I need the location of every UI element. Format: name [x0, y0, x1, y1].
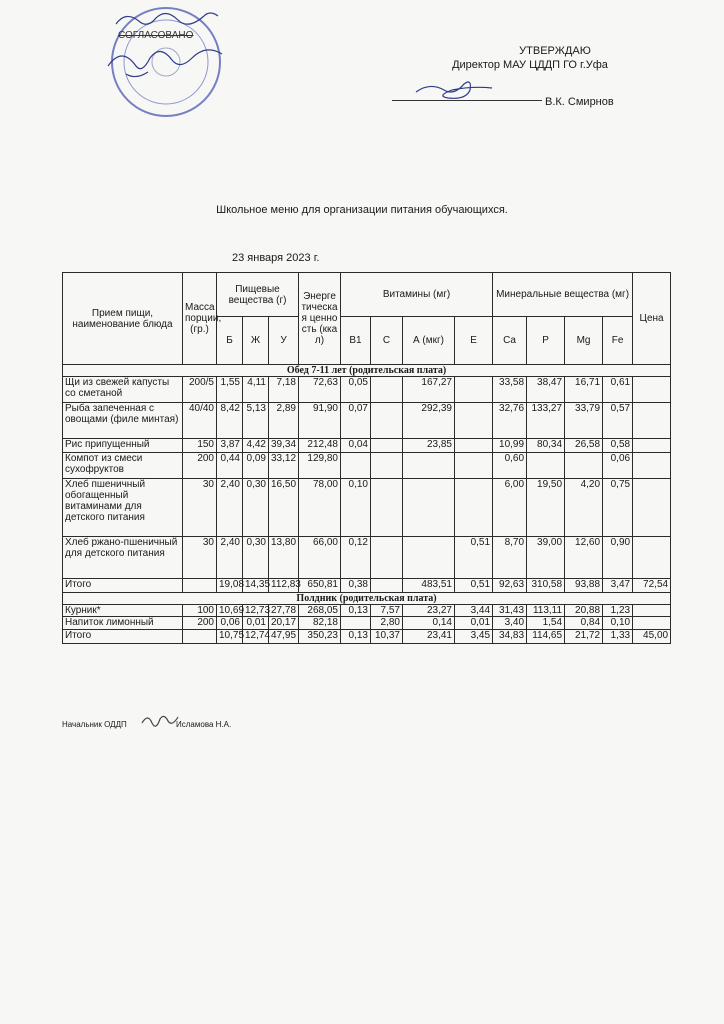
value-cell — [403, 479, 455, 537]
value-cell: 27,78 — [269, 605, 299, 617]
table-row — [63, 605, 671, 617]
header-sub: А (мкг) — [403, 317, 455, 365]
value-cell — [341, 617, 371, 630]
value-cell: 72,54 — [633, 579, 671, 593]
value-cell: 0,14 — [403, 617, 455, 630]
table-row — [63, 453, 671, 479]
value-cell — [455, 403, 493, 439]
value-cell: 0,90 — [603, 537, 633, 579]
header-price: Цена — [633, 273, 671, 365]
header-sub: Mg — [565, 317, 603, 365]
value-cell: 0,30 — [243, 479, 269, 537]
header-sub: Б — [217, 317, 243, 365]
table-row — [63, 439, 671, 453]
value-cell: 47,95 — [269, 630, 299, 644]
value-cell: 167,27 — [403, 377, 455, 403]
value-cell: 6,00 — [493, 479, 527, 537]
value-cell: 350,23 — [299, 630, 341, 644]
document-date: 23 января 2023 г. — [232, 252, 320, 264]
table-row — [63, 617, 671, 630]
dish-name-cell: Щи из свежей капусты со сметаной — [63, 377, 183, 403]
value-cell: 114,65 — [527, 630, 565, 644]
value-cell: 2,89 — [269, 403, 299, 439]
value-cell: 650,81 — [299, 579, 341, 593]
value-cell: 0,38 — [341, 579, 371, 593]
value-cell: 200/5 — [183, 377, 217, 403]
value-cell: 1,55 — [217, 377, 243, 403]
value-cell — [183, 630, 217, 644]
value-cell: 8,70 — [493, 537, 527, 579]
value-cell: 112,83 — [269, 579, 299, 593]
value-cell — [371, 579, 403, 593]
value-cell — [633, 377, 671, 403]
value-cell: 23,41 — [403, 630, 455, 644]
footer-signature — [140, 711, 180, 729]
value-cell: 100 — [183, 605, 217, 617]
value-cell: 80,34 — [527, 439, 565, 453]
value-cell: 21,72 — [565, 630, 603, 644]
value-cell: 1,23 — [603, 605, 633, 617]
value-cell: 4,42 — [243, 439, 269, 453]
table-row — [63, 479, 671, 537]
value-cell — [371, 453, 403, 479]
value-cell: 0,60 — [493, 453, 527, 479]
value-cell: 0,10 — [603, 617, 633, 630]
value-cell: 12,60 — [565, 537, 603, 579]
table-row — [63, 630, 671, 644]
director-signature — [410, 78, 520, 108]
value-cell — [455, 453, 493, 479]
value-cell — [455, 377, 493, 403]
approval-heading: УТВЕРЖДАЮ — [519, 45, 591, 57]
header-energy: Энергетическая ценность (ккал) — [299, 273, 341, 365]
value-cell: 10,75 — [217, 630, 243, 644]
value-cell: 16,50 — [269, 479, 299, 537]
value-cell: 7,18 — [269, 377, 299, 403]
value-cell: 7,57 — [371, 605, 403, 617]
value-cell: 0,13 — [341, 630, 371, 644]
value-cell: 93,88 — [565, 579, 603, 593]
value-cell: 268,05 — [299, 605, 341, 617]
value-cell: 33,79 — [565, 403, 603, 439]
document-title: Школьное меню для организации питания обучающихся. — [216, 204, 508, 216]
value-cell: 30 — [183, 479, 217, 537]
value-cell — [371, 403, 403, 439]
value-cell: 200 — [183, 453, 217, 479]
value-cell: 82,18 — [299, 617, 341, 630]
value-cell: 483,51 — [403, 579, 455, 593]
header-mass: Масса порции, (гр.) — [183, 273, 217, 365]
value-cell: 129,80 — [299, 453, 341, 479]
value-cell: 34,83 — [493, 630, 527, 644]
value-cell: 19,08 — [217, 579, 243, 593]
value-cell: 0,61 — [603, 377, 633, 403]
value-cell: 12,73 — [243, 605, 269, 617]
section-title: Полдник (родительская плата) — [63, 593, 671, 605]
value-cell: 3,40 — [493, 617, 527, 630]
value-cell: 1,33 — [603, 630, 633, 644]
value-cell: 23,85 — [403, 439, 455, 453]
value-cell: 200 — [183, 617, 217, 630]
value-cell: 10,69 — [217, 605, 243, 617]
approval-position: Директор МАУ ЦДДП ГО г.Уфа — [452, 59, 608, 71]
value-cell: 2,40 — [217, 537, 243, 579]
value-cell — [341, 453, 371, 479]
value-cell: 3,47 — [603, 579, 633, 593]
value-cell: 0,51 — [455, 579, 493, 593]
value-cell — [633, 403, 671, 439]
value-cell: 92,63 — [493, 579, 527, 593]
header-minerals: Минеральные вещества (мг) — [493, 273, 633, 317]
dish-name-cell: Итого — [63, 630, 183, 644]
value-cell: 0,84 — [565, 617, 603, 630]
value-cell: 113,11 — [527, 605, 565, 617]
menu-table-body — [63, 365, 671, 644]
header-sub: B1 — [341, 317, 371, 365]
value-cell: 0,06 — [603, 453, 633, 479]
value-cell: 13,80 — [269, 537, 299, 579]
value-cell — [403, 537, 455, 579]
value-cell: 8,42 — [217, 403, 243, 439]
value-cell: 14,35 — [243, 579, 269, 593]
value-cell: 20,17 — [269, 617, 299, 630]
header-sub: С — [371, 317, 403, 365]
value-cell: 91,90 — [299, 403, 341, 439]
value-cell: 10,37 — [371, 630, 403, 644]
value-cell: 0,30 — [243, 537, 269, 579]
dish-name-cell: Напиток лимонный — [63, 617, 183, 630]
value-cell: 5,13 — [243, 403, 269, 439]
value-cell: 12,74 — [243, 630, 269, 644]
value-cell: 16,71 — [565, 377, 603, 403]
value-cell — [371, 479, 403, 537]
header-sub: У — [269, 317, 299, 365]
value-cell — [633, 439, 671, 453]
footer-name: Исламова Н.А. — [176, 720, 232, 729]
section-row — [63, 365, 671, 377]
header-sub: Ж — [243, 317, 269, 365]
value-cell — [633, 479, 671, 537]
value-cell: 1,54 — [527, 617, 565, 630]
value-cell — [633, 537, 671, 579]
value-cell: 19,50 — [527, 479, 565, 537]
value-cell: 33,58 — [493, 377, 527, 403]
header-name: Прием пищи, наименование блюда — [63, 273, 183, 365]
value-cell — [371, 377, 403, 403]
director-name: В.К. Смирнов — [545, 96, 614, 108]
value-cell: 3,44 — [455, 605, 493, 617]
value-cell: 0,57 — [603, 403, 633, 439]
value-cell — [183, 579, 217, 593]
value-cell: 150 — [183, 439, 217, 453]
value-cell: 38,47 — [527, 377, 565, 403]
dish-name-cell: Курник* — [63, 605, 183, 617]
value-cell: 72,63 — [299, 377, 341, 403]
value-cell: 2,40 — [217, 479, 243, 537]
value-cell: 33,12 — [269, 453, 299, 479]
value-cell — [371, 439, 403, 453]
stamp-label: СОГЛАСОВАНО — [118, 30, 194, 41]
value-cell: 66,00 — [299, 537, 341, 579]
dish-name-cell: Компот из смеси сухофруктов — [63, 453, 183, 479]
value-cell: 0,58 — [603, 439, 633, 453]
menu-table — [62, 272, 671, 644]
dish-name-cell: Хлеб ржано-пшеничный для детского питания — [63, 537, 183, 579]
value-cell: 0,01 — [243, 617, 269, 630]
value-cell: 0,75 — [603, 479, 633, 537]
value-cell: 4,11 — [243, 377, 269, 403]
value-cell: 20,88 — [565, 605, 603, 617]
value-cell: 0,51 — [455, 537, 493, 579]
header-sub: Са — [493, 317, 527, 365]
value-cell: 26,58 — [565, 439, 603, 453]
value-cell: 3,87 — [217, 439, 243, 453]
value-cell — [527, 453, 565, 479]
signature-line — [392, 100, 542, 101]
value-cell: 0,06 — [217, 617, 243, 630]
value-cell: 0,12 — [341, 537, 371, 579]
value-cell: 0,44 — [217, 453, 243, 479]
header-sub: Fe — [603, 317, 633, 365]
table-row — [63, 579, 671, 593]
dish-name-cell: Хлеб пшеничный обогащенный витаминами для детского питания — [63, 479, 183, 537]
value-cell: 30 — [183, 537, 217, 579]
value-cell: 45,00 — [633, 630, 671, 644]
value-cell: 0,07 — [341, 403, 371, 439]
value-cell — [403, 453, 455, 479]
value-cell: 39,00 — [527, 537, 565, 579]
dish-name-cell: Итого — [63, 579, 183, 593]
value-cell: 292,39 — [403, 403, 455, 439]
value-cell: 212,48 — [299, 439, 341, 453]
value-cell — [633, 617, 671, 630]
value-cell: 0,09 — [243, 453, 269, 479]
value-cell: 23,27 — [403, 605, 455, 617]
value-cell: 4,20 — [565, 479, 603, 537]
value-cell — [633, 453, 671, 479]
value-cell — [455, 479, 493, 537]
header-vitamins: Витамины (мг) — [341, 273, 493, 317]
value-cell: 78,00 — [299, 479, 341, 537]
dish-name-cell: Рыба запеченная с овощами (филе минтая) — [63, 403, 183, 439]
value-cell — [371, 537, 403, 579]
approval-block — [390, 44, 650, 72]
value-cell: 0,04 — [341, 439, 371, 453]
value-cell: 31,43 — [493, 605, 527, 617]
value-cell: 39,34 — [269, 439, 299, 453]
value-cell: 133,27 — [527, 403, 565, 439]
value-cell: 0,10 — [341, 479, 371, 537]
header-sub: Р — [527, 317, 565, 365]
value-cell: 0,05 — [341, 377, 371, 403]
value-cell: 0,01 — [455, 617, 493, 630]
section-row — [63, 593, 671, 605]
value-cell: 310,58 — [527, 579, 565, 593]
header-sub: Е — [455, 317, 493, 365]
header-nutrients: Пищевые вещества (г) — [217, 273, 299, 317]
value-cell — [455, 439, 493, 453]
value-cell: 2,80 — [371, 617, 403, 630]
value-cell: 0,13 — [341, 605, 371, 617]
round-stamp-seal — [86, 2, 246, 122]
value-cell: 40/40 — [183, 403, 217, 439]
value-cell — [565, 453, 603, 479]
footer-position: Начальник ОДДП — [62, 720, 127, 729]
value-cell: 32,76 — [493, 403, 527, 439]
value-cell — [633, 605, 671, 617]
value-cell: 10,99 — [493, 439, 527, 453]
dish-name-cell: Рис припущенный — [63, 439, 183, 453]
section-title: Обед 7-11 лет (родительская плата) — [63, 365, 671, 377]
table-row — [63, 537, 671, 579]
table-row — [63, 377, 671, 403]
value-cell: 3,45 — [455, 630, 493, 644]
table-row — [63, 403, 671, 439]
